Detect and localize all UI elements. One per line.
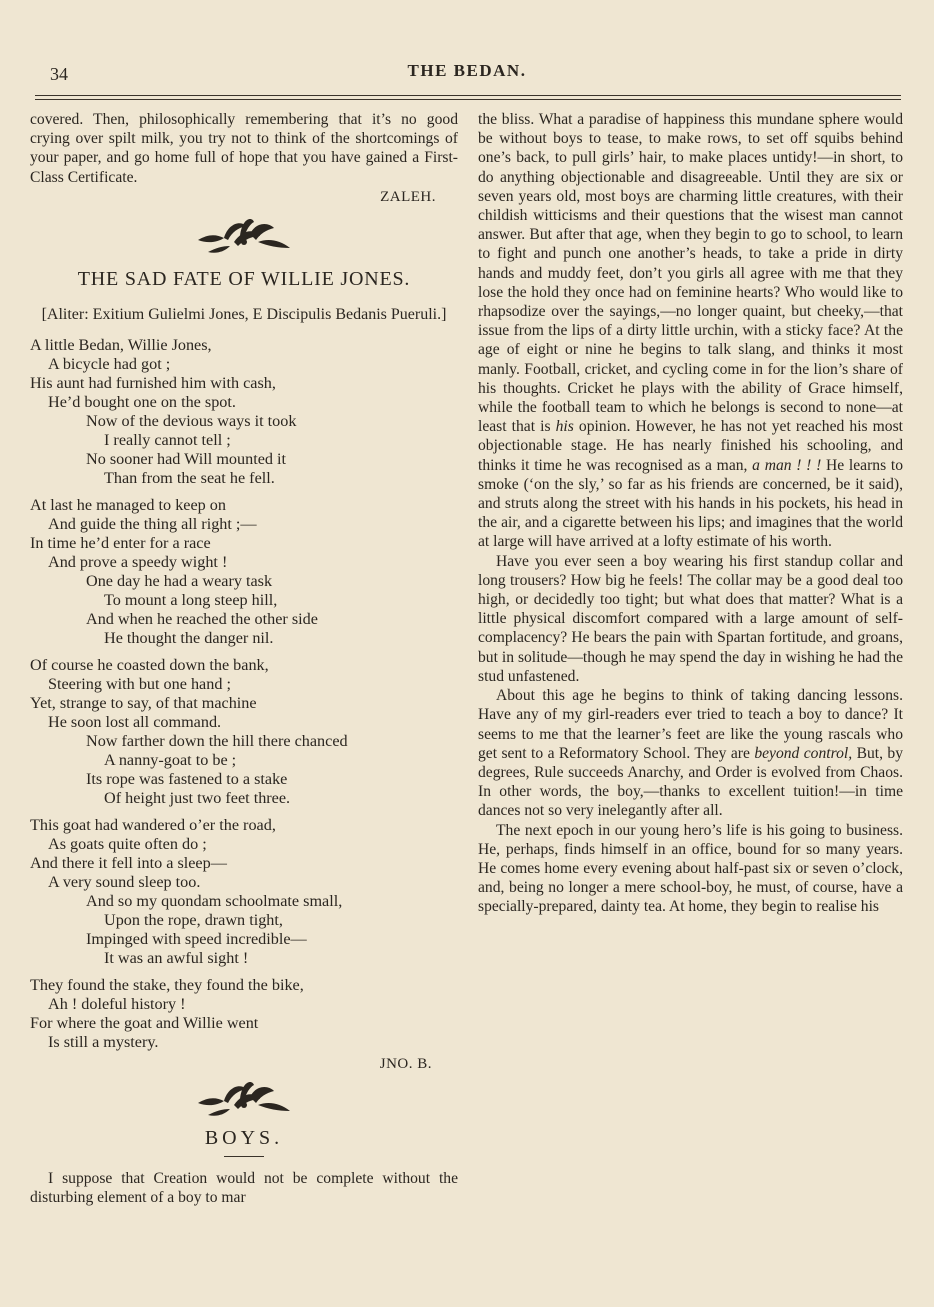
poem-title: THE SAD FATE OF WILLIE JONES. (77, 267, 411, 290)
poem-line: In time he’d enter for a race (30, 533, 211, 552)
intro-paragraph: covered. Then, philosophically remembering that it’s no good crying over spilt milk, you try not to think of the shortcomings of your paper, and go home full of hope that you have gained a First-Class Certificate. (30, 111, 458, 186)
poem-body (30, 336, 458, 1052)
floral-ornament-icon (194, 212, 294, 258)
left-column (30, 110, 458, 1207)
poem-line: Of course he coasted down the bank, (30, 655, 269, 674)
poem-line: He soon lost all command. (48, 712, 222, 731)
poem-line: Of height just two feet three. (104, 788, 291, 807)
running-title: THE BEDAN. (407, 61, 527, 80)
poem-line: He’d bought one on the spot. (48, 392, 236, 411)
floral-ornament-icon (194, 1075, 294, 1121)
poem-line: One day he had a weary task (86, 571, 273, 590)
page-header (32, 58, 902, 88)
essay-paragraph-3 (478, 686, 903, 820)
poem-line: And prove a speedy wight ! (48, 552, 228, 571)
poem-line: Steering with but one hand ; (48, 674, 231, 693)
intro-signature: ZALEH. (380, 188, 436, 205)
poem-line: I really cannot tell ; (104, 430, 231, 449)
essay-text: the bliss. What a paradise of happiness this mundane sphere would be without boys to tease, to make rows, to set off squibs behind one’s back, to pull girls’ hair, to make places untidy!—in short, to do anything objectionable and disagreeable. Until they are six or seven years old, most boys are charming little creatures, with their childish witticisms and their questions that the wisest man cannot answer. But after that age, when they begin to go to school, to learn to fight and punch one another’s heads, to take a pride in dirty hands and muddy feet, don’t you girls all agree with me that they lose the hold they once had on feminine hearts? Who would like to rhapsodize over the sayings,—no longer quaint, but cheeky,—that issue from the lips of a dirty little urchin, with a sticky face? At the age of eight or nine he begins to talk slang, and thinks it most manly. Football, cricket, and cycling come in for the lion’s share of his thoughts. Cricket he plays with the ability of Grace himself, while the football team to which he belongs is second to none—at least that is (478, 111, 903, 436)
essay-title: BOYS. (204, 1126, 284, 1149)
poem-line: As goats quite often do ; (48, 834, 207, 853)
page-number: 34 (50, 64, 68, 84)
poem-stanza (30, 656, 458, 808)
essay-text: But, by degrees, Rule succeeds Anarchy, and Order is evolved from Chaos. In other words, the boy,—thanks to excellent tuition!—in time dances not so very inelegantly after all. (478, 744, 904, 820)
poem-line: At last he managed to keep on (30, 495, 226, 514)
header-rule-bottom (35, 99, 901, 100)
poem-stanza (30, 496, 458, 648)
poem-line: A nanny-goat to be ; (104, 750, 237, 769)
poem-line: Is still a mystery. (48, 1032, 159, 1051)
poem-line: They found the stake, they found the bike, (30, 975, 304, 994)
poem-line: This goat had wandered o’er the road, (30, 815, 276, 834)
essay-opening: I suppose that Creation would not be complete without the disturbing element of a boy to mar (30, 1169, 458, 1207)
essay-text: He learns to smoke (‘on the sly,’ so far as his friends are concerned, be it said), and struts along the street with his hands in his pockets, his head in the air, and a cigarette between his lips; and imagines that the world at large will have arrived at a lofty estimate of his worth. (478, 456, 904, 551)
poem-line: And when he reached the other side (86, 609, 318, 628)
poem-stanza (30, 816, 458, 968)
poem-line: And so my quondam schoolmate small, (86, 891, 343, 910)
essay-paragraph-1 (478, 110, 903, 552)
right-column (478, 110, 903, 917)
poem-line: It was an awful sight ! (104, 948, 249, 967)
poem-line: A very sound sleep too. (48, 872, 201, 891)
essay-text: About this age he begins to think of taking dancing lessons. Have any of my girl-readers ever tried to teach a boy to dance? It seems to me that the learner’s feet are like the young rascals who get sent to a Reformatory School. They are (478, 687, 903, 762)
emphasis-text: beyond control, (754, 744, 853, 762)
poem-line: Now of the devious ways it took (86, 411, 297, 430)
poem-line: And there it fell into a sleep— (30, 853, 227, 872)
poem-stanza (30, 336, 458, 488)
poem-line: His aunt had furnished him with cash, (30, 373, 276, 392)
essay-paragraph-2: Have you ever seen a boy wearing his first standup collar and long trousers? How big he feels! The collar may be a good deal too high, or decidedly too tight; but what does that matter? What is a little physical discomfort compared with a large amount of self-complacency? He bears the pain with Spartan fortitude, and groans, but in solitude—though he may spend the day in wishing he had the stud unfastened. (478, 552, 903, 685)
header-rule-top (35, 95, 901, 96)
poem-line: To mount a long steep hill, (104, 590, 278, 609)
poem-line: Upon the rope, drawn tight, (104, 910, 283, 929)
poem-line: And guide the thing all right ;— (48, 514, 257, 533)
poem-line: For where the goat and Willie went (30, 1013, 259, 1032)
emphasis-text: a man ! ! ! (752, 456, 822, 474)
poem-line: Now farther down the hill there chanced (86, 731, 348, 750)
emphasis-text: his (555, 418, 574, 436)
poem-line: Than from the seat he fell. (104, 468, 275, 487)
poem-line: A bicycle had got ; (48, 354, 171, 373)
poem-line: Ah ! doleful history ! (48, 994, 186, 1013)
poem-line: Impinged with speed incredible— (86, 929, 307, 948)
poem-line: Its rope was fastened to a stake (86, 769, 288, 788)
poem-line: Yet, strange to say, of that machine (30, 693, 257, 712)
poem-stanza (30, 976, 458, 1052)
poem-line: No sooner had Will mounted it (86, 449, 287, 468)
poem-line: He thought the danger nil. (104, 628, 274, 647)
title-rule (224, 1156, 264, 1157)
poem-signature: JNO. B. (379, 1055, 432, 1072)
poem-line: A little Bedan, Willie Jones, (30, 335, 212, 354)
essay-paragraph-4: The next epoch in our young hero’s life is his going to business. He, perhaps, finds himself in an office, bound for so many years. He comes home every evening about half-past six or seven o’clock, and, being no longer a mere school-boy, he must, of course, have a specially-prepared, dainty tea. At home, they begin to realise his (478, 821, 903, 916)
poem-subtitle: [Aliter: Exitium Gulielmi Jones, E Discipulis Bedanis Pueruli.] (41, 305, 447, 323)
essay-text: opinion. However, he has not yet reached his most objectionable stage. He has nearly finished his schooling, and thinks it time he was recognised as a man, (478, 418, 904, 474)
